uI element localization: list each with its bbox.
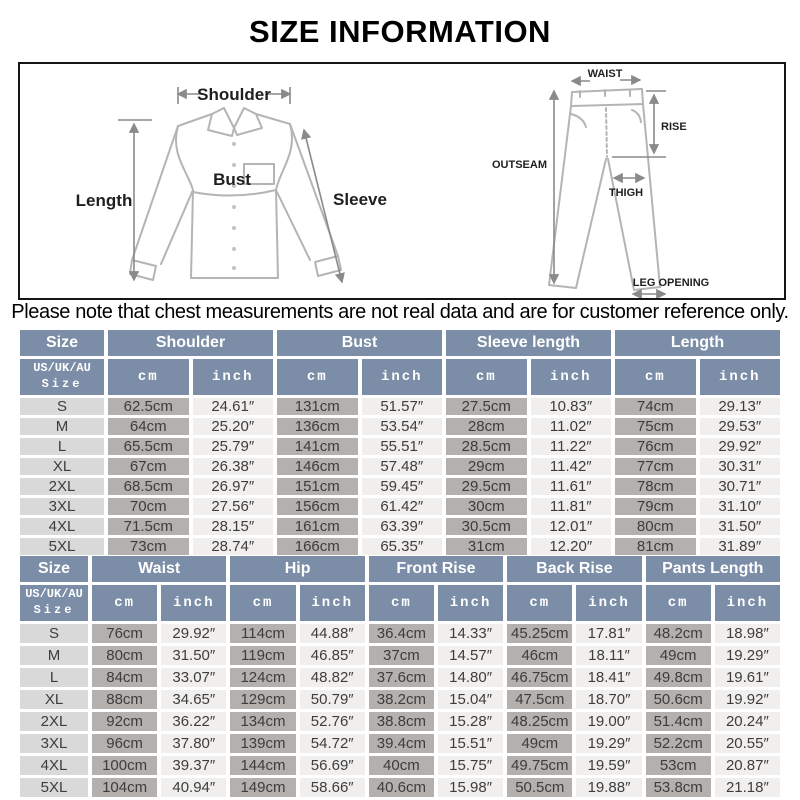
measurement-value: 19.88″ <box>576 778 641 797</box>
measurement-value: 70cm <box>108 498 189 515</box>
measurement-value: 134cm <box>230 712 295 731</box>
size-row-label: 5XL <box>20 538 104 555</box>
measurement-value: 25.20″ <box>193 418 274 435</box>
measurement-value: 161cm <box>277 518 358 535</box>
size-column-header: Size <box>20 330 104 356</box>
unit-header: cm <box>646 585 711 621</box>
measurement-value: 28cm <box>446 418 527 435</box>
measurement-value: 38.8cm <box>369 712 434 731</box>
measurement-value: 28.74″ <box>193 538 274 555</box>
measurement-value: 31.50″ <box>161 646 226 665</box>
unit-header: cm <box>230 585 295 621</box>
measurement-value: 39.37″ <box>161 756 226 775</box>
measurement-diagram <box>20 64 784 298</box>
measurement-value: 37.6cm <box>369 668 434 687</box>
size-row-label: L <box>20 438 104 455</box>
measurement-group-header: Back Rise <box>507 556 641 582</box>
measurement-value: 129cm <box>230 690 295 709</box>
measurement-value: 61.42″ <box>362 498 443 515</box>
measurement-group-header: Sleeve length <box>446 330 611 356</box>
measurement-value: 80cm <box>92 646 157 665</box>
measurement-group-header: Bust <box>277 330 442 356</box>
measurement-value: 88cm <box>92 690 157 709</box>
pants-leg-opening-label: LEG OPENING <box>632 277 710 289</box>
measurement-value: 24.61″ <box>193 398 274 415</box>
measurement-value: 50.6cm <box>646 690 711 709</box>
measurement-value: 28.5cm <box>446 438 527 455</box>
unit-header: inch <box>161 585 226 621</box>
measurement-value: 46.85″ <box>300 646 365 665</box>
measurement-value: 81cm <box>615 538 696 555</box>
size-row-label: S <box>20 398 104 415</box>
unit-header: cm <box>615 359 696 395</box>
measurement-value: 80cm <box>615 518 696 535</box>
measurement-value: 40.94″ <box>161 778 226 797</box>
measurement-value: 11.22″ <box>531 438 612 455</box>
measurement-value: 20.24″ <box>715 712 780 731</box>
measurement-value: 114cm <box>230 624 295 643</box>
size-row-label: XL <box>20 458 104 475</box>
bottoms-size-table <box>20 556 780 797</box>
size-row-label: M <box>20 418 104 435</box>
size-row-label: L <box>20 668 88 687</box>
measurement-value: 44.88″ <box>300 624 365 643</box>
size-row-label: XL <box>20 690 88 709</box>
size-standard-line1: US/UK/AU <box>33 361 91 376</box>
measurement-value: 119cm <box>230 646 295 665</box>
measurement-value: 14.57″ <box>438 646 503 665</box>
pants-waist-label: WAIST <box>587 68 623 80</box>
measurement-value: 63.39″ <box>362 518 443 535</box>
measurement-value: 84cm <box>92 668 157 687</box>
size-row-label: S <box>20 624 88 643</box>
measurement-value: 50.5cm <box>507 778 572 797</box>
measurement-value: 19.29″ <box>715 646 780 665</box>
shirt-bust-label: Bust <box>213 170 251 189</box>
measurement-value: 53cm <box>646 756 711 775</box>
measurement-value: 62.5cm <box>108 398 189 415</box>
measurement-value: 26.97″ <box>193 478 274 495</box>
measurement-value: 15.04″ <box>438 690 503 709</box>
reference-note: Please note that chest measurements are not real data and are for customer reference only. <box>11 301 789 323</box>
measurement-value: 156cm <box>277 498 358 515</box>
measurement-value: 11.61″ <box>531 478 612 495</box>
measurement-value: 141cm <box>277 438 358 455</box>
size-standard-header <box>20 585 88 621</box>
size-standard-header <box>20 359 104 395</box>
measurement-value: 73cm <box>108 538 189 555</box>
measurement-value: 15.51″ <box>438 734 503 753</box>
size-row-label: 5XL <box>20 778 88 797</box>
measurement-value: 151cm <box>277 478 358 495</box>
measurement-value: 49.8cm <box>646 668 711 687</box>
measurement-group-header: Pants Length <box>646 556 780 582</box>
measurement-value: 53.54″ <box>362 418 443 435</box>
measurement-value: 51.57″ <box>362 398 443 415</box>
measurement-value: 11.02″ <box>531 418 612 435</box>
unit-header: inch <box>300 585 365 621</box>
page-title: SIZE INFORMATION <box>249 14 551 49</box>
measurement-value: 96cm <box>92 734 157 753</box>
measurement-value: 46cm <box>507 646 572 665</box>
size-standard-line1: US/UK/AU <box>25 587 83 602</box>
shirt-diagram <box>76 85 387 282</box>
size-row-label: 3XL <box>20 498 104 515</box>
measurement-value: 37cm <box>369 646 434 665</box>
measurement-value: 136cm <box>277 418 358 435</box>
measurement-value: 53.8cm <box>646 778 711 797</box>
measurement-value: 76cm <box>92 624 157 643</box>
measurement-value: 31.50″ <box>700 518 781 535</box>
measurement-value: 29.92″ <box>700 438 781 455</box>
shirt-length-label: Length <box>75 191 133 210</box>
measurement-value: 19.92″ <box>715 690 780 709</box>
measurement-value: 52.76″ <box>300 712 365 731</box>
unit-header: inch <box>715 585 780 621</box>
pants-rise-label: RISE <box>661 121 687 133</box>
measurement-value: 20.55″ <box>715 734 780 753</box>
measurement-value: 131cm <box>277 398 358 415</box>
measurement-value: 33.07″ <box>161 668 226 687</box>
measurement-value: 77cm <box>615 458 696 475</box>
measurement-value: 10.83″ <box>531 398 612 415</box>
measurement-value: 45.25cm <box>507 624 572 643</box>
measurement-value: 52.2cm <box>646 734 711 753</box>
size-standard-line2: Size <box>33 603 75 617</box>
unit-header: cm <box>277 359 358 395</box>
measurement-value: 37.80″ <box>161 734 226 753</box>
size-row-label: 2XL <box>20 478 104 495</box>
measurement-value: 38.2cm <box>369 690 434 709</box>
measurement-value: 55.51″ <box>362 438 443 455</box>
unit-header: inch <box>193 359 274 395</box>
size-standard-line2: Size <box>41 377 83 391</box>
unit-header: cm <box>92 585 157 621</box>
measurement-value: 12.20″ <box>531 538 612 555</box>
measurement-value: 27.56″ <box>193 498 274 515</box>
size-row-label: 4XL <box>20 756 88 775</box>
measurement-value: 46.75cm <box>507 668 572 687</box>
measurement-value: 27.5cm <box>446 398 527 415</box>
measurement-value: 19.29″ <box>576 734 641 753</box>
measurement-value: 25.79″ <box>193 438 274 455</box>
measurement-value: 30.31″ <box>700 458 781 475</box>
size-row-label: 2XL <box>20 712 88 731</box>
measurement-value: 18.41″ <box>576 668 641 687</box>
measurement-value: 11.42″ <box>531 458 612 475</box>
unit-header: cm <box>446 359 527 395</box>
measurement-value: 40cm <box>369 756 434 775</box>
measurement-value: 48.25cm <box>507 712 572 731</box>
measurement-value: 31.89″ <box>700 538 781 555</box>
measurement-value: 15.98″ <box>438 778 503 797</box>
measurement-value: 48.2cm <box>646 624 711 643</box>
measurement-value: 15.28″ <box>438 712 503 731</box>
measurement-value: 30cm <box>446 498 527 515</box>
unit-header: cm <box>369 585 434 621</box>
measurement-value: 26.38″ <box>193 458 274 475</box>
measurement-value: 149cm <box>230 778 295 797</box>
measurement-value: 65.5cm <box>108 438 189 455</box>
measurement-group-header: Length <box>615 330 780 356</box>
measurement-value: 39.4cm <box>369 734 434 753</box>
unit-header: cm <box>507 585 572 621</box>
measurement-value: 36.4cm <box>369 624 434 643</box>
measurement-value: 36.22″ <box>161 712 226 731</box>
measurement-value: 124cm <box>230 668 295 687</box>
unit-header: inch <box>576 585 641 621</box>
measurement-value: 28.15″ <box>193 518 274 535</box>
measurement-value: 78cm <box>615 478 696 495</box>
pants-diagram <box>492 68 709 294</box>
measurement-value: 40.6cm <box>369 778 434 797</box>
measurement-value: 29.13″ <box>700 398 781 415</box>
measurement-value: 56.69″ <box>300 756 365 775</box>
tops-size-table <box>20 330 780 555</box>
measurement-value: 50.79″ <box>300 690 365 709</box>
measurement-value: 57.48″ <box>362 458 443 475</box>
unit-header: inch <box>362 359 443 395</box>
measurement-value: 11.81″ <box>531 498 612 515</box>
measurement-value: 64cm <box>108 418 189 435</box>
size-row-label: 4XL <box>20 518 104 535</box>
measurement-value: 59.45″ <box>362 478 443 495</box>
measurement-value: 15.75″ <box>438 756 503 775</box>
measurement-value: 20.87″ <box>715 756 780 775</box>
measurement-group-header: Hip <box>230 556 364 582</box>
unit-header: inch <box>531 359 612 395</box>
measurement-value: 47.5cm <box>507 690 572 709</box>
shirt-sleeve-label: Sleeve <box>333 190 387 209</box>
measurement-value: 54.72″ <box>300 734 365 753</box>
measurement-value: 31.10″ <box>700 498 781 515</box>
measurement-value: 51.4cm <box>646 712 711 731</box>
unit-header: cm <box>108 359 189 395</box>
size-row-label: 3XL <box>20 734 88 753</box>
measurement-value: 29.92″ <box>161 624 226 643</box>
measurement-value: 144cm <box>230 756 295 775</box>
measurement-value: 68.5cm <box>108 478 189 495</box>
measurement-value: 79cm <box>615 498 696 515</box>
measurement-value: 12.01″ <box>531 518 612 535</box>
measurement-value: 29cm <box>446 458 527 475</box>
measurement-value: 48.82″ <box>300 668 365 687</box>
measurement-group-header: Waist <box>92 556 226 582</box>
unit-header: inch <box>438 585 503 621</box>
measurement-value: 19.59″ <box>576 756 641 775</box>
measurement-value: 30.71″ <box>700 478 781 495</box>
measurement-value: 49cm <box>646 646 711 665</box>
measurement-value: 104cm <box>92 778 157 797</box>
measurement-value: 21.18″ <box>715 778 780 797</box>
measurement-value: 18.98″ <box>715 624 780 643</box>
measurement-value: 65.35″ <box>362 538 443 555</box>
pants-outseam-label: OUTSEAM <box>492 159 547 171</box>
measurement-value: 58.66″ <box>300 778 365 797</box>
measurement-value: 30.5cm <box>446 518 527 535</box>
measurement-value: 34.65″ <box>161 690 226 709</box>
measurement-value: 92cm <box>92 712 157 731</box>
measurement-value: 76cm <box>615 438 696 455</box>
measurement-value: 74cm <box>615 398 696 415</box>
measurement-value: 49cm <box>507 734 572 753</box>
measurement-value: 14.80″ <box>438 668 503 687</box>
measurement-value: 67cm <box>108 458 189 475</box>
measurement-value: 18.70″ <box>576 690 641 709</box>
measurement-value: 19.00″ <box>576 712 641 731</box>
measurement-value: 49.75cm <box>507 756 572 775</box>
measurement-diagram-box <box>18 62 786 300</box>
measurement-group-header: Front Rise <box>369 556 503 582</box>
measurement-value: 166cm <box>277 538 358 555</box>
measurement-value: 19.61″ <box>715 668 780 687</box>
measurement-value: 31cm <box>446 538 527 555</box>
measurement-value: 29.53″ <box>700 418 781 435</box>
measurement-value: 71.5cm <box>108 518 189 535</box>
measurement-value: 139cm <box>230 734 295 753</box>
measurement-value: 18.11″ <box>576 646 641 665</box>
size-column-header: Size <box>20 556 88 582</box>
measurement-value: 146cm <box>277 458 358 475</box>
size-row-label: M <box>20 646 88 665</box>
measurement-value: 100cm <box>92 756 157 775</box>
measurement-value: 29.5cm <box>446 478 527 495</box>
measurement-value: 75cm <box>615 418 696 435</box>
measurement-value: 14.33″ <box>438 624 503 643</box>
measurement-group-header: Shoulder <box>108 330 273 356</box>
unit-header: inch <box>700 359 781 395</box>
pants-thigh-label: THIGH <box>608 187 644 199</box>
measurement-value: 17.81″ <box>576 624 641 643</box>
shirt-shoulder-label: Shoulder <box>197 85 271 104</box>
